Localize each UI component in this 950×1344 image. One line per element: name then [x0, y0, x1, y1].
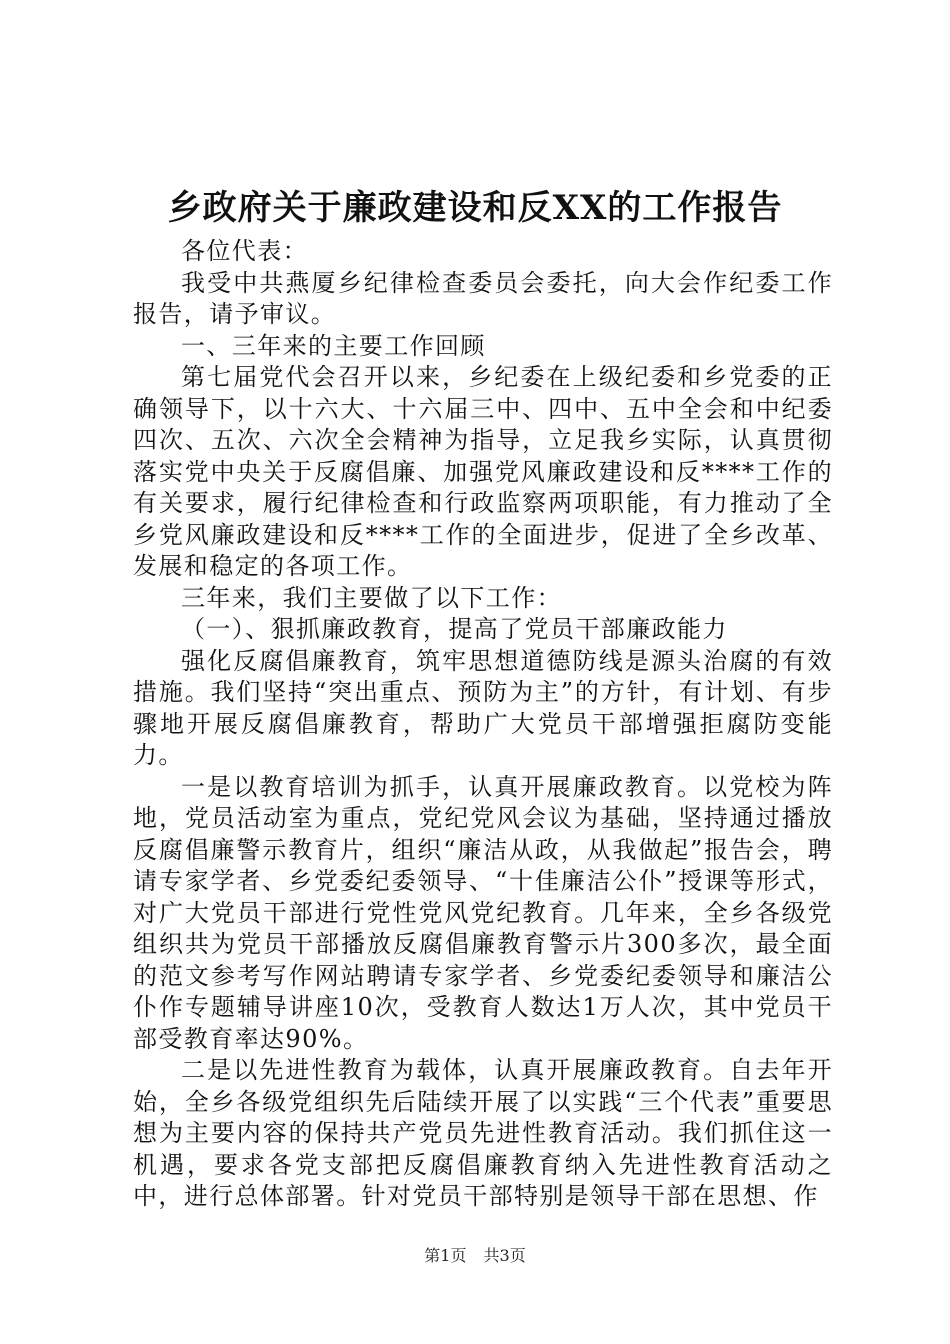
body-paragraph: 强化反腐倡廉教育，筑牢思想道德防线是源头治腐的有效措施。我们坚持“突出重点、预防为主”的方针，有计划、有步骤地开展反腐倡廉教育，帮助广大党员干部增强拒腐防变能力。 — [133, 646, 833, 769]
body-paragraph: 我受中共燕厦乡纪律检查委员会委托，向大会作纪委工作报告，请予审议。 — [133, 268, 833, 328]
page-number: 第1页 — [424, 1246, 467, 1265]
page-total: 共3页 — [483, 1246, 526, 1265]
subsection-heading: （一）、狠抓廉政教育，提高了党员干部廉政能力 — [181, 615, 728, 643]
body-paragraph: 三年来，我们主要做了以下工作： — [181, 583, 562, 612]
page-footer — [0, 1244, 950, 1268]
body-paragraph: 二是以先进性教育为载体，认真开展廉政教育。自去年开始，全乡各级党组织先后陆续开展了以实践“三个代表”重要思想为主要内容的保持共产党员先进性教育活动。我们抓住这一机遇，要求各党支部把反腐倡廉教育纳入先进性教育活动之中，进行总体部署。针对党员干部特别是领导干部在思想、作 — [133, 1056, 833, 1210]
document-body — [133, 236, 833, 1213]
section-heading: 一、三年来的主要工作回顾 — [181, 331, 486, 360]
salutation: 各位代表： — [181, 237, 308, 265]
body-paragraph: 一是以教育培训为抓手，认真开展廉政教育。以党校为阵地，党员活动室为重点，党纪党风会议为基础，坚持通过播放反腐倡廉警示教育片，组织“廉洁从政，从我做起”报告会，聘请专家学者、乡党委纪委领导、“十佳廉洁公仆”授课等形式，对广大党员干部进行党性党风党纪教育。几年来，全乡各级党组织共为党员干部播放反腐倡廉教育警示片300多次，最全面的范文参考写作网站聘请专家学者、乡党委纪委领导和廉洁公仆作专题辅导讲座10次，受教育人数达1万人次，其中党员干部受教育率达90%。 — [133, 772, 833, 1053]
document-title: 乡政府关于廉政建设和反XX的工作报告 — [167, 188, 783, 228]
body-paragraph: 第七届党代会召开以来，乡纪委在上级纪委和乡党委的正确领导下，以十六大、十六届三中、四中、五中全会和中纪委四次、五次、六次全会精神为指导，立足我乡实际，认真贯彻落实党中央关于反腐倡廉、加强党风廉政建设和反****工作的有关要求，履行纪律检查和行政监察两项职能，有力推动了全乡党风廉政建设和反****工作的全面进步，促进了全乡改革、发展和稳定的各项工作。 — [133, 363, 833, 580]
